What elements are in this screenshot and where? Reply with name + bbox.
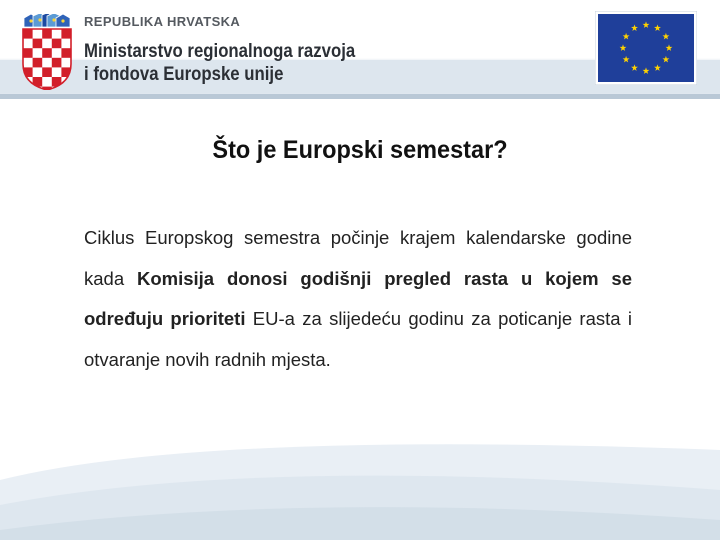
coat-crown <box>24 14 70 27</box>
coat-check-square <box>33 58 43 68</box>
header-divider <box>0 94 720 99</box>
coat-check-square <box>42 48 52 58</box>
coat-check-square <box>42 67 52 77</box>
slide-title: Što je Europski semestar? <box>212 136 508 164</box>
coat-check-square <box>42 29 52 39</box>
body-text-outro: EU-a za slijedeću godinu za poticanje rasta i otvaranje novih radnih mjesta. <box>84 308 632 370</box>
coat-check-square <box>33 39 43 49</box>
body-text-emphasis: Komisija donosi godišnji pregled rasta u kojem se određuju prioriteti <box>84 267 632 329</box>
coat-check-square <box>52 58 62 68</box>
coat-check-square <box>23 48 33 58</box>
header <box>0 0 720 98</box>
croatian-coat-of-arms-icon <box>22 14 72 90</box>
body-text-intro: Ciklus Europskog semestra počinje krajem kalendarske godine kada <box>84 227 632 289</box>
ministry-line-2: i fondova Europske unije <box>84 63 284 85</box>
ministry-name <box>84 40 355 86</box>
ministry-line-1: Ministarstvo regionalnoga razvoja <box>84 40 356 62</box>
coat-check-square <box>61 29 71 39</box>
coat-check-square <box>23 87 33 90</box>
body-paragraph <box>84 218 632 380</box>
coat-check-square <box>52 39 62 49</box>
coat-check-square <box>23 29 33 39</box>
decorative-swoosh <box>0 420 720 540</box>
republic-label: REPUBLIKA HRVATSKA <box>84 14 241 29</box>
coat-check-square <box>61 48 71 58</box>
coat-check-square <box>61 87 71 90</box>
eu-flag-icon <box>595 11 697 85</box>
